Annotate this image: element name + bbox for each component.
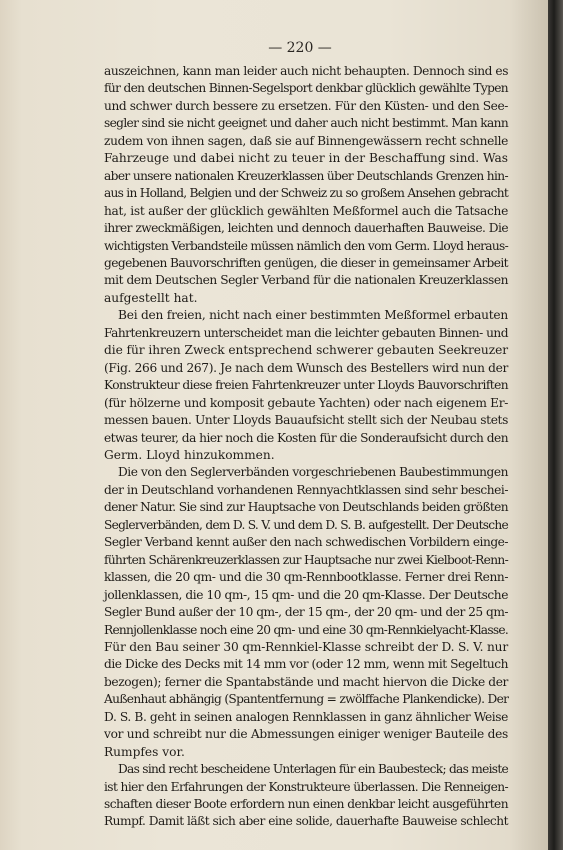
text-line: (für hölzerne und komposit gebaute Yachten) oder nach eigenem Er- [104, 395, 508, 410]
text-line: dener Natur. Sie sind zur Hauptsache von Deutschlands beiden größten [104, 500, 508, 515]
text-line: Segler Verband kennt außer den nach schwedischen Vorbildern einge- [104, 535, 508, 550]
text-line: ist hier den Erfahrungen der Konstrukteure überlassen. Die Renneigen- [104, 779, 509, 794]
text-line: mit dem Deutschen Segler Verband für die nationalen Kreuzerklassen [104, 273, 508, 288]
text-line: etwas teurer, da hier noch die Kosten für die Sonderaufsicht durch den [104, 430, 509, 445]
text-line: messen bauen. Unter Lloyds Bauaufsicht stellt sich der Neubau stets [104, 413, 508, 428]
body-text [104, 63, 508, 831]
text-line: wichtigsten Verbandsteile müssen nämlich den vom Germ. Lloyd heraus- [104, 238, 508, 253]
text-line: Konstrukteur diese freien Fahrtenkreuzer unter Lloyds Bauvorschriften [104, 378, 508, 393]
text-line: für den deutschen Binnen-Segelsport denkbar glücklich gewählte Typen [104, 81, 508, 96]
text-line: Für den Bau seiner 30 qm-Rennkiel-Klasse schreibt der D. S. V. nur [104, 639, 508, 654]
text-line: ihrer zweckmäßigen, leichten und dennoch dauerhaften Bauweise. Die [104, 221, 509, 236]
text-line: Bei den freien, nicht nach einer bestimmten Meßformel erbauten [118, 308, 509, 323]
text-line: aber unsere nationalen Kreuzerklassen über Deutschlands Grenzen hin- [104, 168, 508, 183]
text-line: Germ. Lloyd hinzukommen. [104, 447, 275, 462]
text-line: schaften dieser Boote erfordern nun einen denkbar leicht ausgeführten [104, 797, 508, 812]
page-number: — 220 — [268, 40, 332, 56]
text-line: bezogen); ferner die Spantabstände und macht hiervon die Dicke der [104, 674, 509, 689]
text-line: Segler Bund außer der 10 qm-, der 15 qm-, der 20 qm- und der 25 qm- [104, 605, 509, 620]
text-line: aus in Holland, Belgien und der Schweiz zu so großem Ansehen gebracht [104, 186, 508, 201]
text-line: Seglerverbänden, dem D. S. V. und dem D. S. B. aufgestellt. Der Deutsche [104, 517, 509, 532]
text-line: die Dicke des Decks mit 14 mm vor (oder 12 mm, wenn mit Segeltuch [104, 657, 509, 672]
book-gutter-shadow [548, 0, 563, 850]
text-line: hat, ist außer der glücklich gewählten Meßformel auch die Tatsache [104, 203, 509, 218]
text-line: segler sind sie nicht geeignet und daher auch nicht bestimmt. Man kann [104, 116, 509, 131]
text-line: und schwer durch bessere zu ersetzen. Für den Küsten- und den See- [104, 98, 509, 113]
text-line: D. S. B. geht in seinen analogen Rennklassen in ganz ähnlicher Weise [104, 709, 508, 724]
text-line: führten Schärenkreuzerklassen zur Hauptsache nur zwei Kielboot-Renn- [104, 552, 509, 567]
text-line: Außenhaut abhängig (Spantentfernung = zwölffache Plankendicke). Der [104, 692, 509, 707]
text-line: Die von den Seglerverbänden vorgeschriebenen Baubestimmungen [118, 465, 509, 480]
text-line: zudem von ihnen sagen, daß sie auf Binnengewässern recht schnelle [104, 133, 508, 148]
text-line: (Fig. 266 und 267). Je nach dem Wunsch des Bestellers wird nun der [104, 360, 508, 375]
text-line: jollenklassen, die 10 qm-, 15 qm- und die 20 qm-Klasse. Der Deutsche [104, 587, 508, 602]
text-line: Das sind recht bescheidene Unterlagen für ein Baubesteck; das meiste [118, 762, 508, 777]
text-line: Rumpf. Damit läßt sich aber eine solide, dauerhafte Bauweise schlecht [104, 814, 508, 829]
text-line: auszeichnen, kann man leider auch nicht behaupten. Dennoch sind es [104, 64, 509, 78]
text-line: aufgestellt hat. [104, 290, 198, 305]
text-line: gegebenen Bauvorschriften genügen, die dieser in gemeinsamer Arbeit [104, 255, 508, 270]
text-line: die für ihren Zweck entsprechend schwerer gebauten Seekreuzer [104, 343, 509, 358]
text-line: Fahrzeuge und dabei nicht zu teuer in der Beschaffung sind. Was [104, 151, 508, 166]
text-line: vor und schreibt nur die Abmessungen einiger weniger Bauteile des [104, 727, 508, 742]
text-line: der in Deutschland vorhandenen Rennyachtklassen sind sehr beschei- [104, 482, 509, 497]
text-line: Rennjollenklasse noch eine 20 qm- und eine 30 qm-Rennkielyacht-Klasse. [104, 622, 509, 637]
text-line: Rumpfes vor. [104, 744, 185, 759]
text-line: klassen, die 20 qm- und die 30 qm-Rennbootklasse. Ferner drei Renn- [104, 570, 509, 585]
text-line: Fahrtenkreuzern unterscheidet man die leichter gebauten Binnen- und [104, 325, 508, 340]
